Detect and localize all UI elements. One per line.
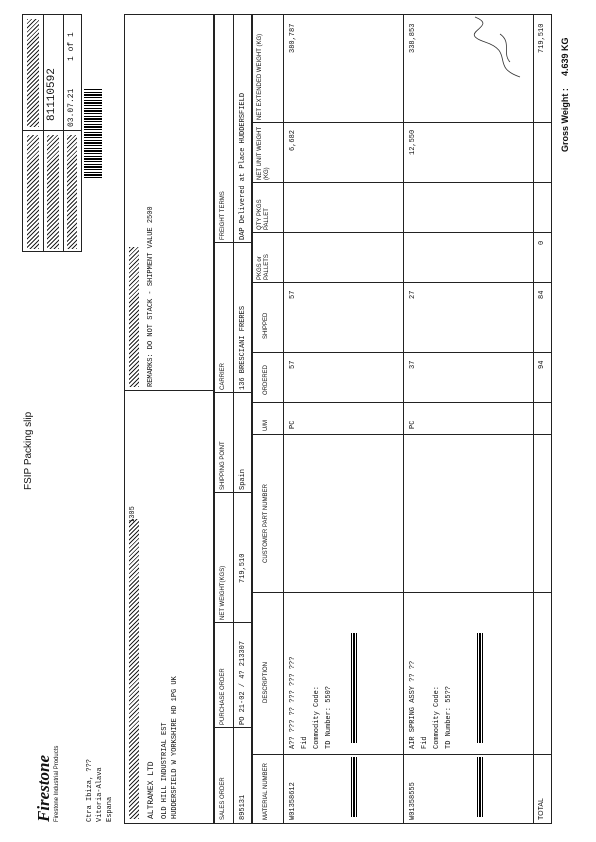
ship-to-code: 1305 <box>129 506 137 523</box>
gross-weight-value: 4.639 KG <box>560 37 570 76</box>
material-number: W01358612 <box>289 782 297 820</box>
material-number: W01358555 <box>409 782 417 820</box>
signature <box>470 12 530 82</box>
column-header: MATERIAL NUMBER <box>263 762 269 820</box>
redacted-label <box>27 135 39 249</box>
purchase-order-value: PO 21-02 / 4? 213307 <box>239 640 247 725</box>
description-line: Fid <box>421 736 429 749</box>
ship-to-address-line: HUDDERSFIELD W YORKSHIRE HD 1PG UK <box>171 676 179 819</box>
redacted-label <box>129 247 139 387</box>
net-weight-label: NET WEIGHT(KGS) <box>220 565 226 620</box>
items-table <box>252 14 552 824</box>
logo-subtitle: Firestone Industrial Products <box>54 745 60 822</box>
redacted-label <box>47 135 59 249</box>
ship-to-address-line: OLD HILL INDUSTRIAL EST <box>161 722 169 819</box>
redacted-label <box>27 19 39 127</box>
freight-terms-value: DAP Delivered at Place HUDDERSFIELD <box>239 92 247 240</box>
item-barcode <box>349 633 357 743</box>
item-barcode <box>475 757 483 817</box>
shipping-point-label: SHIPPING POINT <box>220 441 226 490</box>
redacted-label <box>67 135 77 249</box>
column-header: NET UNIT WEIGHT (KG) <box>257 126 270 180</box>
ordered-qty: 57 <box>289 360 297 369</box>
description-line: Commodity Code: <box>433 685 441 749</box>
column-header: U/M <box>263 420 269 431</box>
carrier-label: CARRIER <box>220 362 226 390</box>
redacted-label <box>129 519 139 819</box>
sales-order-label: SALES ORDER <box>220 777 226 820</box>
total-pkgs: 0 <box>538 240 546 245</box>
purchase-order-label: PURCHASE ORDER <box>220 668 226 725</box>
column-header: PKGS or PALLETS <box>257 254 270 280</box>
description-line: Fid <box>301 736 309 749</box>
column-header: NET EXTENDED WEIGHT (KG) <box>257 33 263 120</box>
shipped-qty: 57 <box>289 290 297 299</box>
unit-of-measure: PC <box>289 420 297 429</box>
net-unit-weight: 6,682 <box>289 129 297 151</box>
net-unit-weight: 12,550 <box>409 129 417 155</box>
column-header: QTY PKGS PALLET <box>257 199 270 230</box>
shipped-qty: 27 <box>409 290 417 299</box>
item-barcode <box>475 633 483 743</box>
company-address-line: Vitoria-Alava <box>96 767 104 822</box>
column-header: SHIPPED <box>263 312 269 339</box>
description-line: A?? ??? ?? ??? ??? ??? <box>289 656 297 749</box>
order-header <box>214 14 252 824</box>
address-block <box>124 14 214 824</box>
page-title: FSIP Packing slip <box>23 411 34 490</box>
description-line: TD Number: 550? <box>325 685 333 749</box>
description-line: Commodity Code: <box>313 685 321 749</box>
column-header: CUSTOMER PART NUMBER <box>263 484 269 563</box>
net-extended-weight: 338,853 <box>409 23 417 53</box>
description-line: TD Number: 55?? <box>445 685 453 749</box>
total-extended-weight: 719,510 <box>538 23 546 53</box>
total-label: TOTAL <box>538 798 545 820</box>
unit-of-measure: PC <box>409 420 417 429</box>
company-address-line: Ctra Ibiza, ??? <box>86 758 94 822</box>
remarks-text: REMARKS: DO NOT STACK - SHIPMENT VALUE 2500 <box>147 206 155 387</box>
net-extended-weight: 380,787 <box>289 23 297 53</box>
freight-terms-label: FREIGHT TERMS <box>220 191 226 240</box>
sales-order-value: 895131 <box>239 794 247 820</box>
slip-number: 81110592 <box>46 68 58 121</box>
column-header: ORDERED <box>263 364 269 395</box>
ship-to-name: ALTRAMEX LTD <box>147 761 156 819</box>
net-weight-value: 719,510 <box>239 553 247 583</box>
company-address-line: Espana <box>106 796 114 822</box>
slip-date: 03.07.21 <box>67 88 76 127</box>
firestone-logo: Firestone <box>34 754 53 822</box>
gross-weight-label: Gross Weight : <box>560 88 570 152</box>
slip-info-box <box>22 14 82 252</box>
shipping-point-value: Spain <box>239 468 247 490</box>
total-shipped: 84 <box>538 290 546 299</box>
slip-barcode <box>84 88 102 178</box>
column-header: DESCRIPTION <box>263 661 269 703</box>
carrier-value: 136 BRESCIANI FRERES <box>239 305 247 390</box>
ordered-qty: 37 <box>409 360 417 369</box>
item-barcode <box>349 757 357 817</box>
page-count: 1 of 1 <box>67 32 76 61</box>
total-ordered: 94 <box>538 360 546 369</box>
description-line: AIR SPRING ASSY ?? ?? <box>409 660 417 749</box>
